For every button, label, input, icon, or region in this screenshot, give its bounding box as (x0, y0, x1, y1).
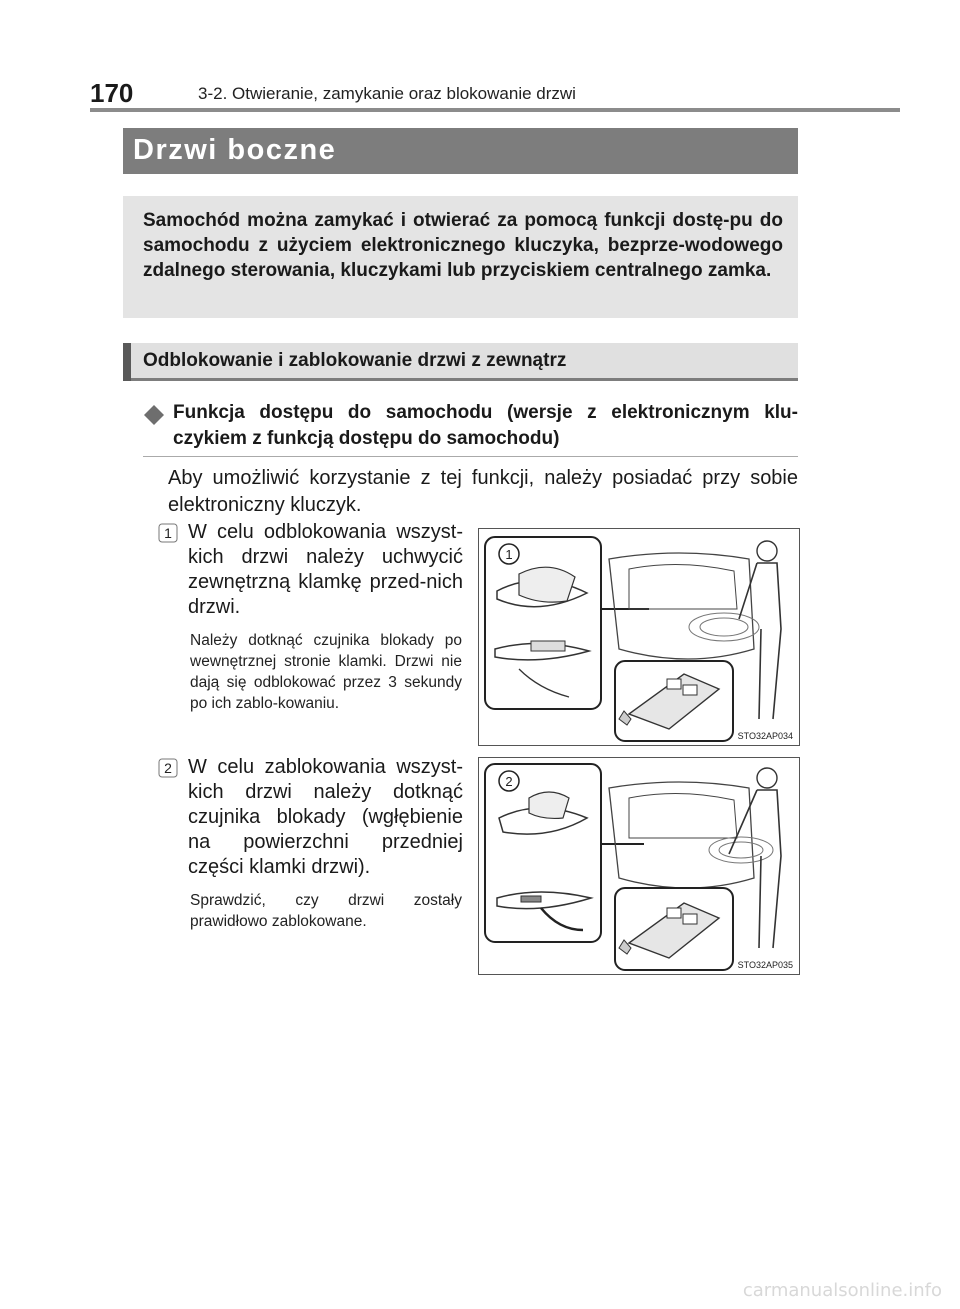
diamond-bullet-icon (143, 404, 165, 426)
intro-text: Samochód można zamykać i otwierać za pomocą funkcji dostę-pu do samochodu z użyciem elektronicznego kluczyka, bezprze-wodowego zdalnego sterowania, kluczykami lub przyciskiem centralnego zamka. (143, 210, 783, 281)
figure-lock (478, 757, 800, 975)
lock-illustration (479, 758, 799, 974)
subheading-rule (131, 378, 798, 381)
step-2-number: 2 (164, 760, 172, 776)
body-text: Aby umożliwić korzystanie z tej funkcji, należy posiadać przy sobie elektroniczny kluczyk. (168, 467, 798, 516)
section-banner (123, 128, 798, 174)
figure-code: STO32AP034 (737, 731, 793, 741)
figure-unlock (478, 528, 800, 746)
unlock-illustration (479, 529, 799, 745)
step-1-number: 1 (164, 525, 172, 541)
step-2-note: Sprawdzić, czy drzwi zostały prawidłowo zablokowane. (190, 892, 462, 930)
header-rule (90, 108, 900, 112)
step-number-icon (158, 523, 178, 543)
feature-rule (143, 456, 798, 457)
subheading (123, 343, 798, 381)
subheading-bar (123, 343, 131, 381)
figure-1-callout: 1 (505, 547, 513, 562)
section-title: Drzwi boczne (133, 134, 337, 166)
running-head: 3-2. Otwieranie, zamykanie oraz blokowanie drzwi (198, 84, 576, 103)
page-number: 170 (90, 78, 134, 108)
feature-title: Funkcja dostępu do samochodu (wersje z elektronicznym klu-czykiem z funkcją dostępu do samochodu) (173, 402, 798, 449)
step-1-text: W celu odblokowania wszyst-kich drzwi należy uchwycić zewnętrzną klamkę przed-nich drzwi. (188, 521, 463, 618)
step-1-note: Należy dotknąć czujnika blokady po wewnętrznej stronie klamki. Drzwi nie dają się odblokować przez 3 sekundy po ich zablo-kowaniu. (190, 632, 462, 712)
step-number-icon (158, 758, 178, 778)
figure-2-callout: 2 (505, 774, 513, 789)
subheading-text: Odblokowanie i zablokowanie drzwi z zewnątrz (143, 350, 567, 371)
page-header (90, 72, 900, 108)
intro-box (123, 196, 798, 318)
figure-code: STO32AP035 (737, 960, 793, 970)
step-2-text: W celu zablokowania wszyst-kich drzwi należy dotknąć czujnika blokady (wgłębienie na powierzchni przedniej części klamki drzwi). (188, 756, 463, 878)
watermark: carmanualsonline.info (742, 1280, 942, 1301)
